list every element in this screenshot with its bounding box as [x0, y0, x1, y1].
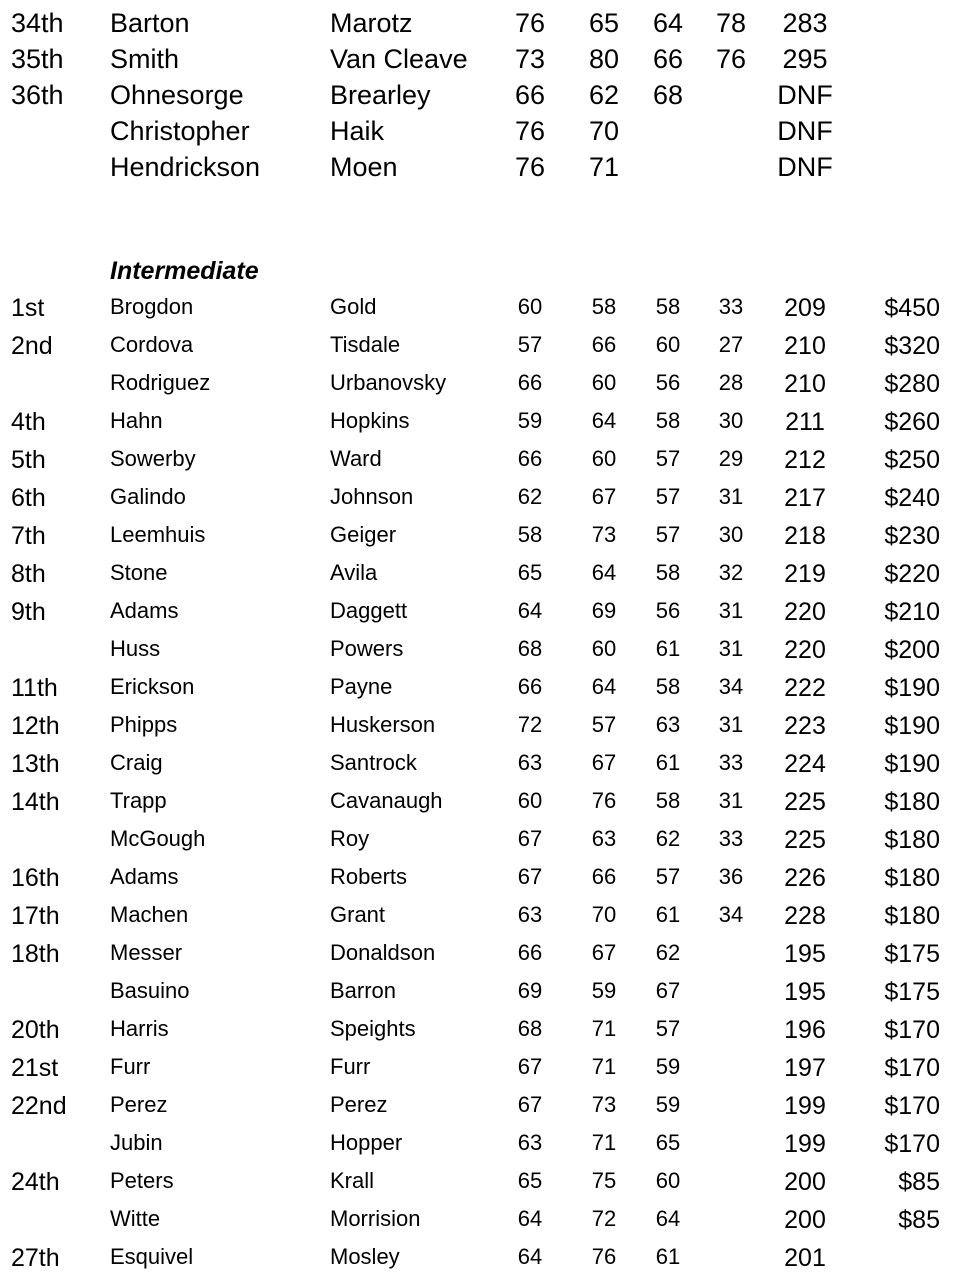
table-row [0, 410, 960, 446]
r2-cell: 64 [591, 408, 617, 433]
last-cell: Perez [330, 1092, 388, 1117]
r3-cell: 60 [655, 332, 681, 357]
r1-cell: 66 [514, 80, 546, 110]
first-cell: Leemhuis [110, 522, 206, 547]
table-row [0, 980, 960, 1016]
r4-cell: 31 [718, 712, 744, 737]
table-row [0, 942, 960, 978]
r3-cell: 56 [655, 370, 681, 395]
r3-cell: 63 [655, 712, 681, 737]
first-cell: Jubin [110, 1130, 163, 1155]
last-cell: Urbanovsky [330, 370, 447, 395]
total-cell: 212 [784, 446, 826, 474]
prize-cell: $175 [884, 978, 940, 1006]
prize-cell: $190 [884, 674, 940, 702]
r3-cell: 58 [655, 674, 681, 699]
first-cell: Cordova [110, 332, 194, 357]
r1-cell: 66 [517, 370, 543, 395]
total-cell: 211 [785, 408, 825, 436]
first-cell: Harris [110, 1016, 169, 1041]
r2-cell: 67 [591, 940, 617, 965]
r1-cell: 60 [517, 788, 543, 813]
r1-cell: 69 [517, 978, 543, 1003]
place-cell: 8th [11, 560, 46, 588]
r1-cell: 67 [517, 864, 543, 889]
table-row [0, 486, 960, 522]
r1-cell: 59 [517, 408, 543, 433]
total-cell: DNF [777, 116, 833, 146]
r4-cell: 31 [718, 788, 744, 813]
place-cell: 5th [11, 446, 46, 474]
last-cell: Roy [330, 826, 370, 851]
r3-cell: 66 [652, 44, 684, 74]
r2-cell: 75 [591, 1168, 617, 1193]
table-row [0, 46, 960, 82]
place-cell: 16th [11, 864, 60, 892]
r2-cell: 67 [591, 484, 617, 509]
first-cell: Hendrickson [110, 152, 261, 182]
table-row [0, 1246, 960, 1282]
table-row [0, 118, 960, 154]
table-row [0, 1094, 960, 1130]
r1-cell: 66 [517, 446, 543, 471]
first-cell: Christopher [110, 116, 250, 146]
place-cell: 11th [11, 674, 58, 702]
r2-cell: 60 [591, 446, 617, 471]
table-row [0, 334, 960, 370]
prize-cell: $85 [898, 1168, 940, 1196]
last-cell: Barron [330, 978, 397, 1003]
table-row [0, 1170, 960, 1206]
r3-cell: 57 [655, 484, 681, 509]
r4-cell: 33 [718, 750, 744, 775]
total-cell: 225 [784, 788, 826, 816]
total-cell: 210 [784, 370, 826, 398]
r3-cell: 59 [655, 1092, 681, 1117]
r2-cell: 80 [588, 44, 620, 74]
place-cell: 20th [11, 1016, 60, 1044]
total-cell: 295 [782, 44, 828, 74]
r2-cell: 60 [591, 636, 617, 661]
total-cell: 201 [784, 1244, 826, 1272]
prize-cell: $180 [884, 902, 940, 930]
r3-cell: 61 [655, 902, 681, 927]
first-cell: Machen [110, 902, 189, 927]
r4-cell: 78 [715, 8, 747, 38]
r2-cell: 71 [591, 1130, 617, 1155]
prize-cell: $450 [884, 294, 940, 322]
total-cell: 219 [784, 560, 826, 588]
last-cell: Mosley [330, 1244, 400, 1269]
place-cell: 18th [11, 940, 60, 968]
table-row [0, 1018, 960, 1054]
r3-cell: 58 [655, 408, 681, 433]
r3-cell: 59 [655, 1054, 681, 1079]
total-cell: 222 [784, 674, 826, 702]
r1-cell: 64 [517, 1244, 543, 1269]
prize-cell: $175 [884, 940, 940, 968]
r4-cell: 27 [718, 332, 744, 357]
prize-cell: $170 [884, 1016, 940, 1044]
last-cell: Marotz [330, 8, 413, 38]
r2-cell: 76 [591, 1244, 617, 1269]
r1-cell: 76 [514, 8, 546, 38]
r4-cell: 33 [718, 826, 744, 851]
table-row [0, 752, 960, 788]
last-cell: Morrision [330, 1206, 421, 1231]
prize-cell: $280 [884, 370, 940, 398]
table-row [0, 866, 960, 902]
last-cell: Speights [330, 1016, 416, 1041]
last-cell: Gold [330, 294, 377, 319]
place-cell: 1st [11, 294, 45, 322]
r2-cell: 70 [591, 902, 617, 927]
place-cell: 7th [11, 522, 46, 550]
last-cell: Daggett [330, 598, 408, 623]
last-cell: Furr [330, 1054, 371, 1079]
r4-cell: 34 [718, 902, 744, 927]
last-cell: Cavanaugh [330, 788, 443, 813]
place-cell: 12th [11, 712, 60, 740]
table-row [0, 448, 960, 484]
last-cell: Donaldson [330, 940, 436, 965]
total-cell: 196 [784, 1016, 826, 1044]
total-cell: 224 [784, 750, 826, 778]
place-cell: 27th [11, 1244, 60, 1272]
last-cell: Johnson [330, 484, 414, 509]
r2-cell: 69 [591, 598, 617, 623]
first-cell: Huss [110, 636, 161, 661]
first-cell: Craig [110, 750, 163, 775]
last-cell: Moen [330, 152, 398, 182]
table-row [0, 714, 960, 750]
first-cell: Phipps [110, 712, 178, 737]
r2-cell: 65 [588, 8, 620, 38]
first-cell: Adams [110, 598, 179, 623]
r3-cell: 61 [655, 1244, 681, 1269]
r4-cell: 31 [718, 636, 744, 661]
first-cell: Rodriguez [110, 370, 211, 395]
place-cell: 17th [11, 902, 60, 930]
r1-cell: 57 [517, 332, 543, 357]
prize-cell: $220 [884, 560, 940, 588]
r1-cell: 63 [517, 1130, 543, 1155]
first-cell: Erickson [110, 674, 195, 699]
r2-cell: 64 [591, 674, 617, 699]
r1-cell: 60 [517, 294, 543, 319]
r3-cell: 58 [655, 788, 681, 813]
r4-cell: 34 [718, 674, 744, 699]
total-cell: 225 [784, 826, 826, 854]
last-cell: Tisdale [330, 332, 401, 357]
r3-cell: 65 [655, 1130, 681, 1155]
total-cell: 195 [784, 940, 826, 968]
r1-cell: 68 [517, 636, 543, 661]
r1-cell: 68 [517, 1016, 543, 1041]
prize-cell: $240 [884, 484, 940, 512]
total-cell: 197 [784, 1054, 826, 1082]
total-cell: 199 [784, 1092, 826, 1120]
prize-cell: $200 [884, 636, 940, 664]
r4-cell: 30 [718, 522, 744, 547]
r2-cell: 63 [591, 826, 617, 851]
r1-cell: 72 [517, 712, 543, 737]
total-cell: 220 [784, 598, 826, 626]
r1-cell: 64 [517, 1206, 543, 1231]
r2-cell: 58 [591, 294, 617, 319]
table-row [0, 154, 960, 190]
prize-cell: $230 [884, 522, 940, 550]
place-cell: 35th [11, 44, 64, 74]
first-cell: Sowerby [110, 446, 196, 471]
r2-cell: 70 [588, 116, 620, 146]
r2-cell: 66 [591, 332, 617, 357]
last-cell: Van Cleave [330, 44, 468, 74]
r3-cell: 60 [655, 1168, 681, 1193]
prize-cell: $260 [884, 408, 940, 436]
r3-cell: 57 [655, 864, 681, 889]
table-row [0, 1056, 960, 1092]
r1-cell: 63 [517, 902, 543, 927]
first-cell: Ohnesorge [110, 80, 244, 110]
r3-cell: 61 [655, 750, 681, 775]
total-cell: 283 [782, 8, 828, 38]
first-cell: Witte [110, 1206, 161, 1231]
r4-cell: 33 [718, 294, 744, 319]
first-cell: Trapp [110, 788, 167, 813]
r1-cell: 76 [514, 152, 546, 182]
first-cell: Adams [110, 864, 179, 889]
place-cell: 4th [11, 408, 46, 436]
last-cell: Hopper [330, 1130, 403, 1155]
total-cell: DNF [777, 80, 833, 110]
r1-cell: 58 [517, 522, 543, 547]
first-cell: Messer [110, 940, 183, 965]
r1-cell: 67 [517, 1092, 543, 1117]
prize-cell: $180 [884, 864, 940, 892]
table-row [0, 562, 960, 598]
r1-cell: 65 [517, 560, 543, 585]
table-row [0, 82, 960, 118]
prize-cell: $320 [884, 332, 940, 360]
table-row [0, 1132, 960, 1168]
prize-cell: $170 [884, 1054, 940, 1082]
r4-cell: 76 [715, 44, 747, 74]
r1-cell: 66 [517, 674, 543, 699]
r4-cell: 31 [718, 598, 744, 623]
total-cell: 223 [784, 712, 826, 740]
last-cell: Santrock [330, 750, 417, 775]
prize-cell: $180 [884, 788, 940, 816]
table-row [0, 10, 960, 46]
table-row [0, 904, 960, 940]
r2-cell: 76 [591, 788, 617, 813]
table-row [0, 828, 960, 864]
place-cell: 36th [11, 80, 64, 110]
total-cell: 220 [784, 636, 826, 664]
total-cell: 210 [784, 332, 826, 360]
section-title: Intermediate [110, 257, 259, 285]
r2-cell: 62 [588, 80, 620, 110]
r2-cell: 59 [591, 978, 617, 1003]
r4-cell: 30 [718, 408, 744, 433]
first-cell: Smith [110, 44, 180, 74]
r2-cell: 57 [591, 712, 617, 737]
r4-cell: 29 [718, 446, 744, 471]
r3-cell: 58 [655, 294, 681, 319]
r2-cell: 64 [591, 560, 617, 585]
first-cell: Barton [110, 8, 190, 38]
r3-cell: 62 [655, 826, 681, 851]
prize-cell: $190 [884, 712, 940, 740]
total-cell: 200 [784, 1206, 826, 1234]
prize-cell: $210 [884, 598, 940, 626]
first-cell: Esquivel [110, 1244, 194, 1269]
r2-cell: 71 [588, 152, 620, 182]
r3-cell: 67 [655, 978, 681, 1003]
total-cell: 228 [784, 902, 826, 930]
r1-cell: 66 [517, 940, 543, 965]
r3-cell: 68 [652, 80, 684, 110]
r4-cell: 31 [718, 484, 744, 509]
r1-cell: 73 [514, 44, 546, 74]
total-cell: 199 [784, 1130, 826, 1158]
prize-cell: $170 [884, 1092, 940, 1120]
r1-cell: 64 [517, 598, 543, 623]
first-cell: Furr [110, 1054, 151, 1079]
last-cell: Krall [330, 1168, 375, 1193]
last-cell: Brearley [330, 80, 431, 110]
first-cell: Hahn [110, 408, 163, 433]
r3-cell: 64 [655, 1206, 681, 1231]
total-cell: DNF [777, 152, 833, 182]
table-row [0, 524, 960, 560]
prize-cell: $180 [884, 826, 940, 854]
table-row [0, 600, 960, 636]
place-cell: 6th [11, 484, 46, 512]
last-cell: Payne [330, 674, 393, 699]
first-cell: Perez [110, 1092, 168, 1117]
r2-cell: 60 [591, 370, 617, 395]
r1-cell: 67 [517, 826, 543, 851]
place-cell: 9th [11, 598, 46, 626]
last-cell: Huskerson [330, 712, 436, 737]
r3-cell: 57 [655, 1016, 681, 1041]
table-row [0, 372, 960, 408]
last-cell: Geiger [330, 522, 397, 547]
r3-cell: 61 [655, 636, 681, 661]
r4-cell: 32 [718, 560, 744, 585]
place-cell: 34th [11, 8, 64, 38]
first-cell: Brogdon [110, 294, 194, 319]
last-cell: Haik [330, 116, 385, 146]
first-cell: Basuino [110, 978, 190, 1003]
last-cell: Hopkins [330, 408, 410, 433]
total-cell: 200 [784, 1168, 826, 1196]
table-row [0, 1208, 960, 1244]
r3-cell: 57 [655, 446, 681, 471]
place-cell: 14th [11, 788, 60, 816]
r1-cell: 67 [517, 1054, 543, 1079]
last-cell: Powers [330, 636, 404, 661]
r1-cell: 63 [517, 750, 543, 775]
place-cell: 2nd [11, 332, 53, 360]
first-cell: Stone [110, 560, 168, 585]
total-cell: 226 [784, 864, 826, 892]
r4-cell: 36 [718, 864, 744, 889]
r2-cell: 72 [591, 1206, 617, 1231]
r2-cell: 67 [591, 750, 617, 775]
prize-cell: $250 [884, 446, 940, 474]
r2-cell: 71 [591, 1016, 617, 1041]
table-row [0, 296, 960, 332]
r3-cell: 56 [655, 598, 681, 623]
total-cell: 195 [784, 978, 826, 1006]
r2-cell: 66 [591, 864, 617, 889]
table-row [0, 638, 960, 674]
r2-cell: 71 [591, 1054, 617, 1079]
place-cell: 21st [11, 1054, 59, 1082]
r2-cell: 73 [591, 522, 617, 547]
last-cell: Ward [330, 446, 382, 471]
r1-cell: 76 [514, 116, 546, 146]
r1-cell: 62 [517, 484, 543, 509]
prize-cell: $85 [898, 1206, 940, 1234]
r4-cell: 28 [718, 370, 744, 395]
total-cell: 217 [784, 484, 826, 512]
first-cell: Galindo [110, 484, 186, 509]
table-row [0, 676, 960, 712]
first-cell: Peters [110, 1168, 174, 1193]
r3-cell: 64 [652, 8, 684, 38]
r1-cell: 65 [517, 1168, 543, 1193]
total-cell: 218 [784, 522, 826, 550]
r3-cell: 57 [655, 522, 681, 547]
total-cell: 209 [784, 294, 826, 322]
table-row [0, 790, 960, 826]
place-cell: 24th [11, 1168, 60, 1196]
r3-cell: 58 [655, 560, 681, 585]
prize-cell: $170 [884, 1130, 940, 1158]
last-cell: Avila [330, 560, 378, 585]
last-cell: Roberts [330, 864, 408, 889]
prize-cell: $190 [884, 750, 940, 778]
first-cell: McGough [110, 826, 206, 851]
last-cell: Grant [330, 902, 386, 927]
r2-cell: 73 [591, 1092, 617, 1117]
place-cell: 22nd [11, 1092, 67, 1120]
r3-cell: 62 [655, 940, 681, 965]
place-cell: 13th [11, 750, 60, 778]
